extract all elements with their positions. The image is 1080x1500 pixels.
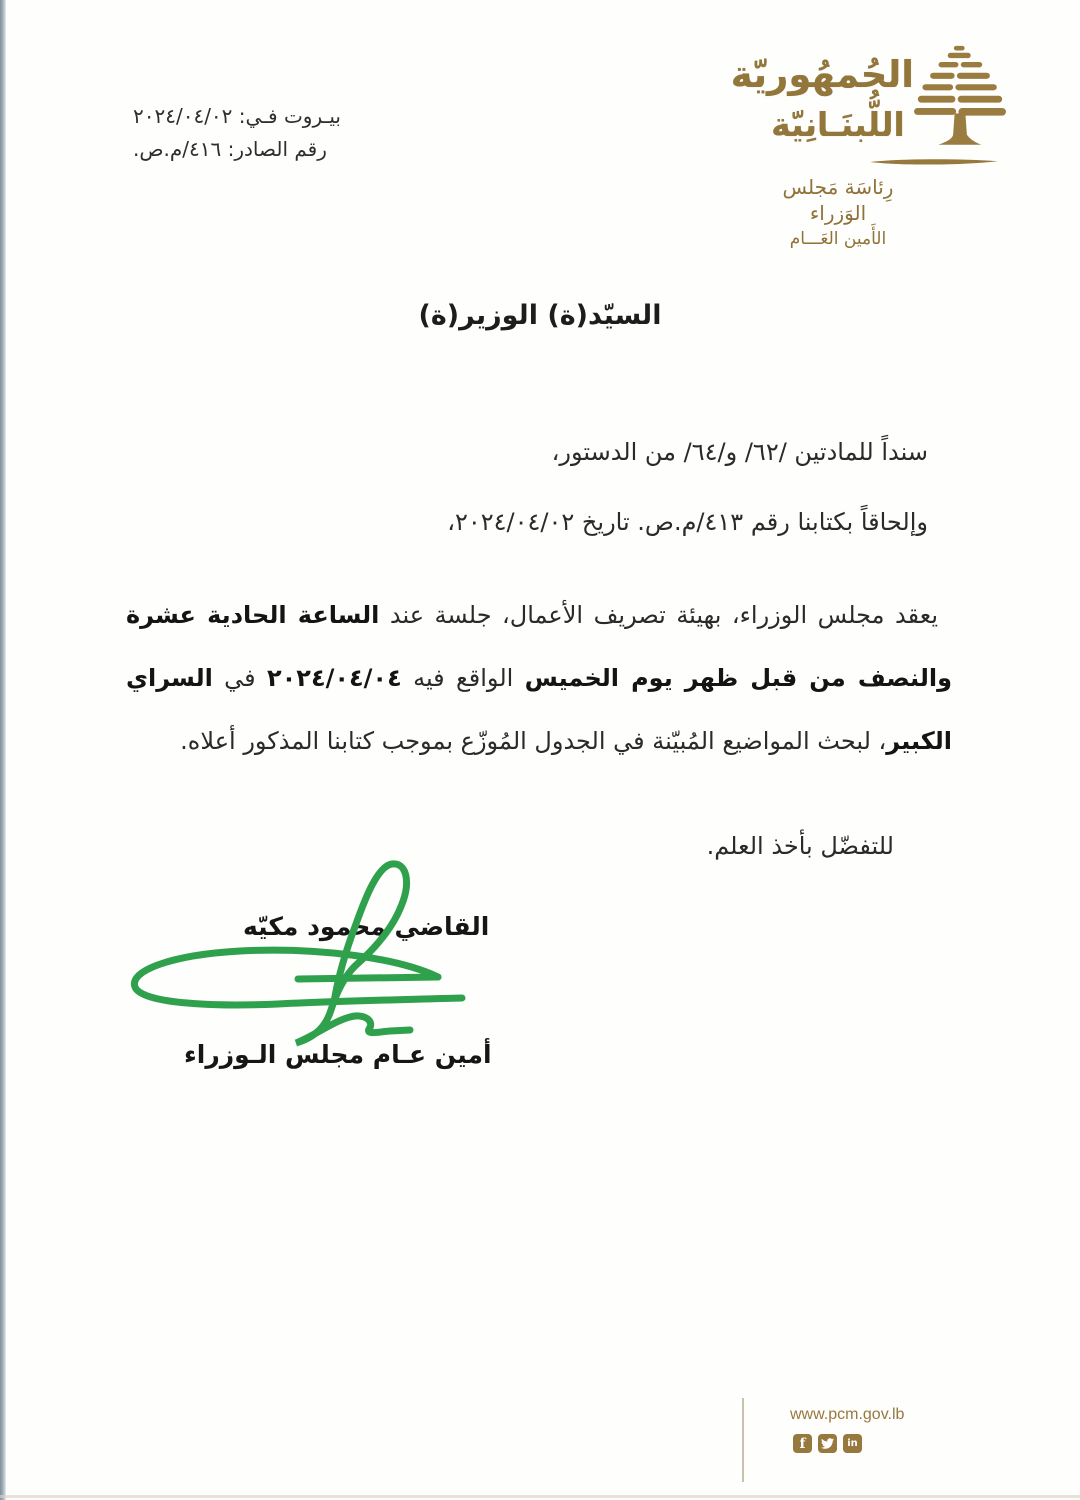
closing-text: للتفضّل بأخذ العلم. [706,832,894,860]
calligraphy-line2: اللُّبنَـانِيّة [771,105,905,144]
letterhead-logo [730,42,1012,252]
scan-bottom-artifact [0,1495,1080,1498]
cedar-tree-icon [914,42,1006,154]
signatory-name: القاضي محمود مكيّه [243,912,490,941]
org-office: الأَمين العَـــام [789,229,887,249]
website-link[interactable]: www.pcm.gov.lb [790,1406,905,1423]
salutation-title: السيّد(ة) الوزير(ة) [418,300,662,331]
session-seg7: ، لبحث المواضيع المُبيّنة في الجدول المُوزّع بموجب كتابنا المذكور أعلاه. [180,727,887,755]
session-date-bold: ٢٠٢٤/٠٤/٠٤ [267,664,402,692]
reference-letter-paragraph: وإلحاقاً بكتابنا رقم ٤١٣/م.ص. تاريخ ٢٠٢٤/٠٤/٠٢، [447,508,928,536]
constitution-paragraph: سنداً للمادتين /٦٢/ و/٦٤/ من الدستور، [551,438,928,466]
session-seg5: في [212,664,267,692]
session-seg3: الواقع فيه [401,664,525,692]
signature-ink [126,858,466,1052]
calligraphy-line1: الجُمهُوريّة [730,53,914,96]
date-reference-block [133,100,341,166]
scan-edge-artifact [0,0,6,1500]
footer-divider [742,1398,744,1482]
reference-number-line: رقم الصادر: ٤١٦/م.ص. [133,137,327,161]
facebook-icon[interactable]: f [793,1434,812,1453]
date-line: بيـروت فـي: ٢٠٢٤/٠٤/٠٢ [133,104,341,128]
session-paragraph [126,584,952,773]
session-seg1: يعقد مجلس الوزراء، بهيئة تصريف الأعمال، جلسة عند [379,601,938,629]
gold-divider-swoosh [870,158,998,166]
closing-line [126,832,952,860]
social-icons [793,1434,862,1453]
signatory-title: أمين عـام مجلس الـوزراء [184,1040,492,1069]
twitter-icon[interactable] [818,1434,837,1453]
republic-calligraphy [730,50,914,150]
session-time-bold: الساعة الحادية عشرة والنصف من قبل ظهر يوم الخميس [126,601,952,692]
session-place-bold: السراي الكبير [126,664,952,755]
org-name: رِئاسَة مَجلس الوَزراء [782,175,894,225]
linkedin-icon[interactable]: in [843,1434,862,1453]
